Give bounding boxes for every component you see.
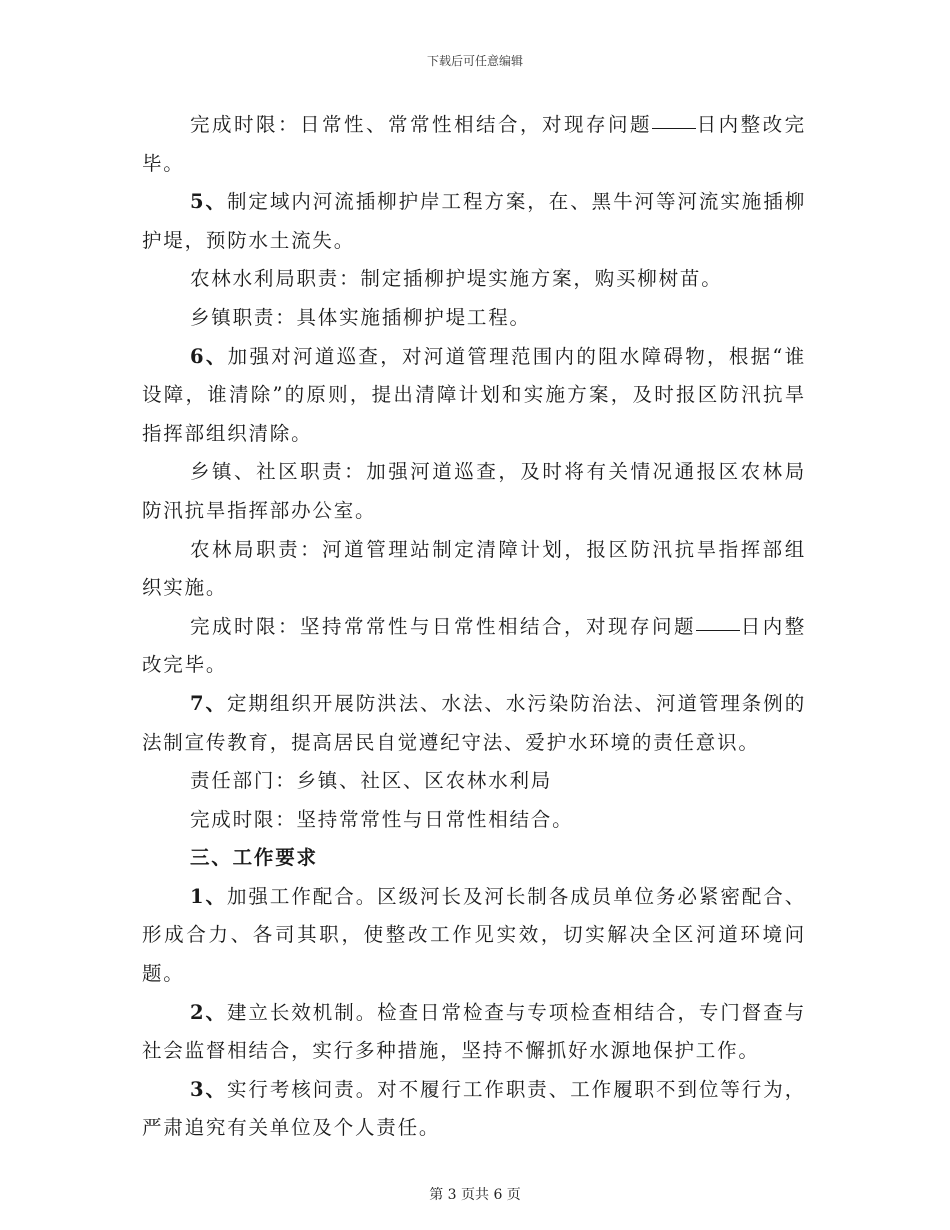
paragraph-req-3: 3、实行考核问责。对不履行工作职责、工作履职不到位等行为，严肃追究有关单位及个人责任。	[142, 1077, 807, 1140]
paragraph-deadline-1: 完成时限：日常性、常常性相结合，对现存问题 日内整改完毕。	[142, 113, 806, 175]
item-number: 7、	[190, 691, 227, 715]
item-number: 1、	[190, 884, 227, 908]
document-body	[142, 106, 806, 1148]
paragraph-item-5: 5、制定域内河流插柳护岸工程方案，在、黑牛河等河流实施插柳护堤，预防水土流失。	[142, 190, 807, 252]
paragraph-req-2: 2、建立长效机制。检查日常检查与专项检查相结合，专门督查与社会监督相结合，实行多种措施，坚持不懈抓好水源地保护工作。	[142, 1000, 807, 1063]
blank-underline	[696, 629, 740, 631]
section-heading: 三、工作要求	[190, 846, 318, 870]
paragraph-responsible-dept: 责任部门：乡镇、社区、区农林水利局	[190, 769, 553, 793]
item-number: 5、	[190, 190, 227, 214]
paragraph-req-1: 1、加强工作配合。区级河长及河长制各成员单位务必紧密配合、形成合力、各司其职，使整改工作见实效，切实解决全区河道环境问题。	[142, 884, 807, 986]
paragraph-item-6: 6、加强对河道巡查，对河道管理范围内的阻水障碍物，根据“谁设障，谁清除”的原则，提出清障计划和实施方案，及时报区防汛抗旱指挥部组织清除。	[142, 344, 806, 445]
item-number: 2、	[190, 1000, 227, 1024]
item-number: 3、	[190, 1077, 227, 1101]
paragraph-deadline-2: 完成时限：坚持常常性与日常性相结合，对现存问题 日内整改完毕。	[142, 614, 806, 677]
paragraph-duty-town-community: 乡镇、社区职责：加强河道巡查，及时将有关情况通报区农林局防汛抗旱指挥部办公室。	[142, 460, 806, 522]
page-header: 下载后可任意编辑	[426, 54, 523, 68]
paragraph-duty-town: 乡镇职责：具体实施插柳护堤工程。	[190, 305, 531, 329]
blank-underline	[652, 127, 696, 129]
paragraph-duty-forestry: 农林水利局职责：制定插柳护堤实施方案，购买柳树苗。	[190, 267, 723, 291]
paragraph-deadline-3: 完成时限：坚持常常性与日常性相结合。	[190, 807, 574, 831]
paragraph-item-7: 7、定期组织开展防洪法、水法、水污染防治法、河道管理条例的法制宣传教育，提高居民自觉遵纪守法、爱护水环境的责任意识。	[142, 691, 807, 754]
item-number: 6、	[190, 344, 228, 368]
paragraph-duty-agri-bureau: 农林局职责：河道管理站制定清障计划，报区防汛抗旱指挥部组织实施。	[142, 537, 806, 600]
page-footer: 第 3 页共 6 页	[429, 1187, 521, 1203]
